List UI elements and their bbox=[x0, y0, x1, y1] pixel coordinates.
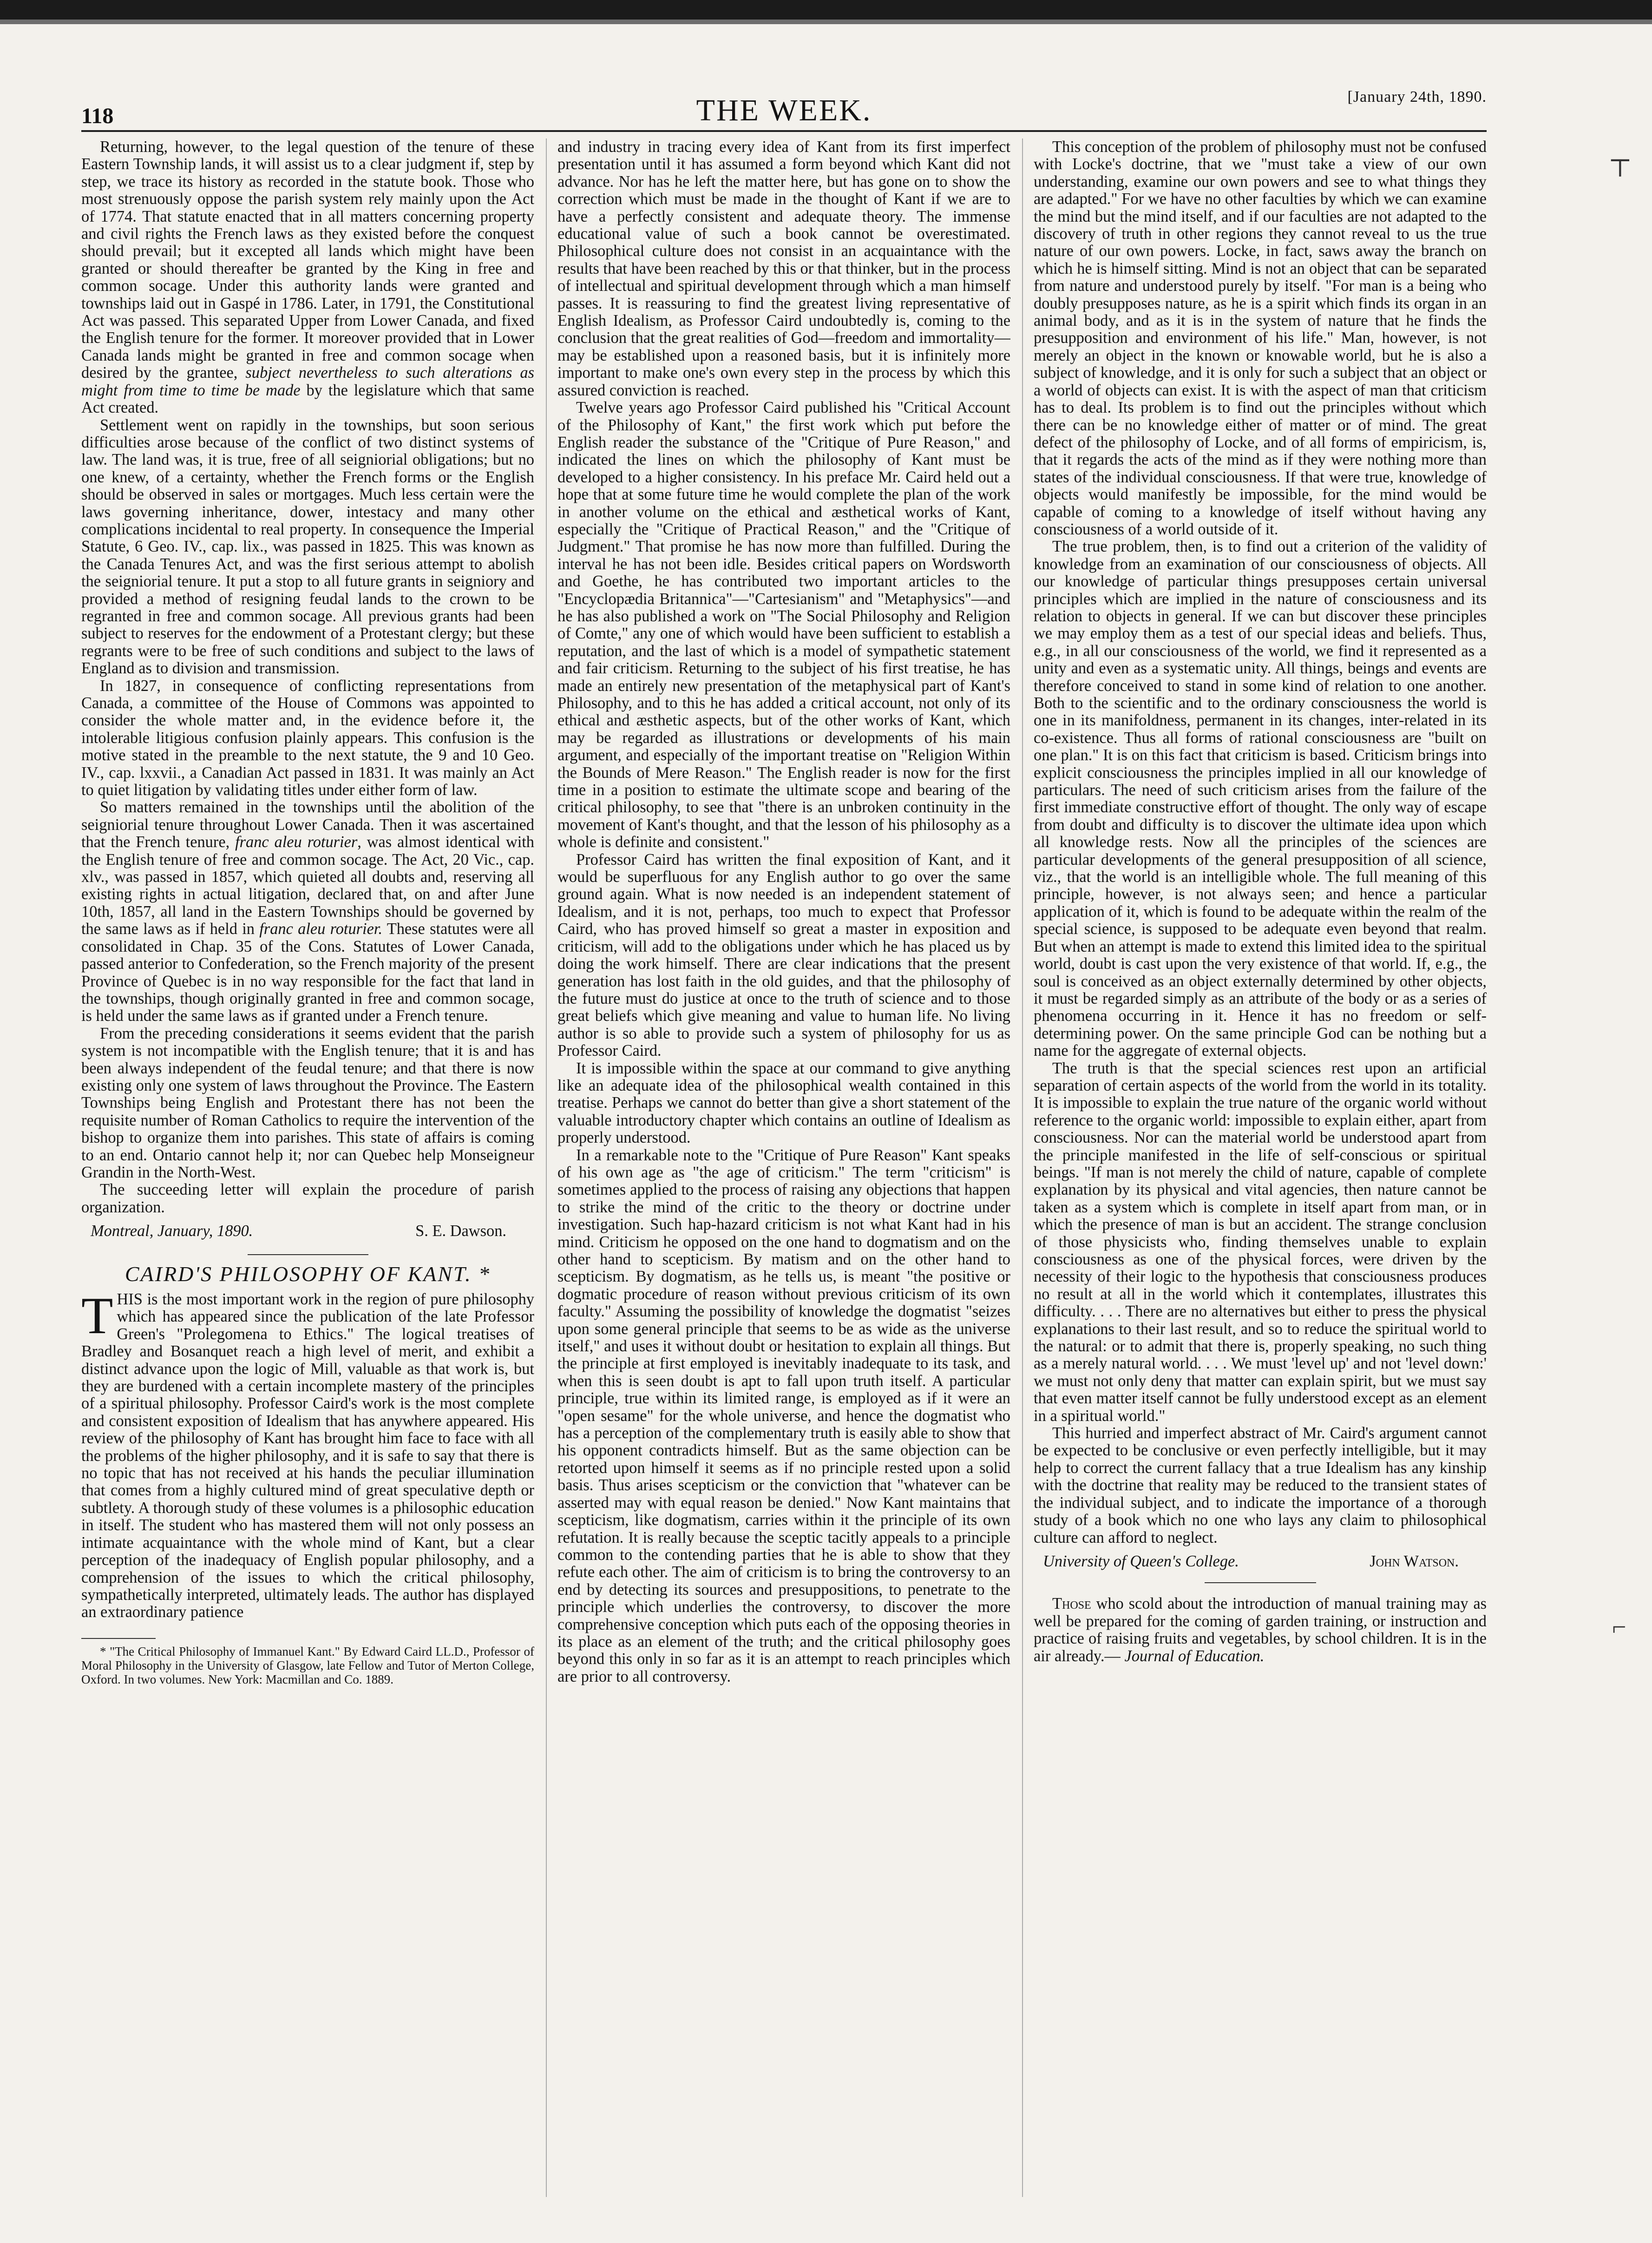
article-lead-paragraph: THIS is the most important work in the region of pure philosophy which has appeared since the publication of the late Professor Green's "Prolegomena to Ethics." The logical treatises of Bradley and Bosanquet reach a high level of merit, and exhibit a distinct advance upon the logic of Mill, valuable as that work is, but they are burdened with a certain incomplete mastery of the principles of a spiritual philosophy. Professor Caird's work is the most complete and consistent exposition of Idealism that has anywhere appeared. His review of the philosophy of Kant has brought him face to face with all the problems of the higher philosophy, and it is safe to say that there is no topic that has not received at his hands the peculiar illumination that comes from a highly cultured mind of great speculative depth or subtlety. A thorough study of these volumes is a philosophic education in itself. The student who has mastered them will not only possess an intimate acquaintance with the whole mind of Kant, but a clear perception of the inadequacy of English popular philosophy, and a comprehension of the issues to which the critical philosophy, sympathetically interpreted, ultimately leads. The author has displayed an extraordinary patience bbox=[81, 1287, 534, 1621]
scan-top-band bbox=[0, 0, 1652, 20]
paragraph: So matters remained in the townships until the abolition of the seigniorial tenure throughout Lower Canada. Then it was ascertained that the French tenure, franc aleu roturier, was almost identical with the English tenure of free and common socage. The Act, 20 Vic., cap. xlv., was passed in 1857, which quieted all doubts and, reserving all existing rights in actual litigation, declared that, on and after June 10th, 1857, all land in the Eastern Townships should be governed by the same laws as if held in franc aleu roturier. These statutes were all consolidated in Chap. 35 of the Cons. Statutes of Lower Canada, passed anterior to Confederation, so the French majority of the present Province of Quebec is in no way responsible for the fact that land in the townships, though originally granted in free and common socage, is held under the same laws as if granted under a French tenure. bbox=[81, 798, 534, 1025]
paragraph: Returning, however, to the legal question of the tenure of these Eastern Township lands, it will assist us to a clear judgment if, step by step, we trace its history as recorded in the statute book. Those who most strenuously oppose the parish system rely mainly upon the Act of 1774. That statute enacted that in all matters concerning property and civil rights the French laws as they existed before the conquest should prevail; but it excepted all lands which might have been granted or should thereafter be granted by the King in free and common socage. Under this authority lands were granted and townships laid out in Gaspé in 1786. Later, in 1791, the Constitutional Act was passed. This separated Upper from Lower Canada, and fixed the English tenure for the former. It moreover provided that in Lower Canada lands might be granted in free and common socage when desired by the grantee, subject nevertheless to such alterations as might from time to time be made by the legislature which that same Act created. bbox=[81, 138, 534, 417]
column-3 bbox=[1034, 138, 1487, 2197]
paragraph: This conception of the problem of philosophy must not be confused with Locke's doctrine, that we "must take a view of our own understanding, examine our own powers and see to what things they are adapted." For we have no other faculties by which we can examine the mind but the mind itself, and if our faculties are not adapted to the discovery of truth in other regions they cannot reveal to us the true nature of our own powers. Locke, in fact, saws away the branch on which he is himself sitting. Mind is not an object that can be separated from nature and understood purely by itself. "For man is a being who doubly presupposes nature, as he is a spirit which finds its organ in an animal body, and as it is in the system of nature that he finds the presupposition and environment of his life." Man, however, is not merely an object in the known or knowable world, but he is also a subject of knowledge, and it is only for such a subject that an object or a world of objects can exist. It is with the aspect of man that criticism has to deal. Its problem is to find out the principles without which there can be no knowledge either of matter or of mind. The great defect of the philosophy of Locke, and of all forms of empiricism, is, that it regards the acts of the mind as if they were nothing more than states of the individual consciousness. If that were true, knowledge of objects would manifestly be impossible, for the mind would be capable of coming to a knowledge of itself without having any consciousness of a world outside of it. bbox=[1034, 138, 1487, 538]
signature-place: Montreal, January, 1890. bbox=[91, 1222, 253, 1240]
page-number: 118 bbox=[81, 104, 114, 128]
columns bbox=[81, 138, 1487, 2197]
paragraph: The succeeding letter will explain the procedure of parish organization. bbox=[81, 1181, 534, 1216]
article-signature bbox=[1043, 1553, 1459, 1570]
newspaper-page bbox=[81, 84, 1487, 1686]
signature-name: John Watson. bbox=[1370, 1552, 1459, 1570]
paragraph: Settlement went on rapidly in the townships, but soon serious difficulties arose because of the conflict of two distinct systems of law. The land was, it is true, free of all seigniorial obligations; but no one knew, of a certainty, whether the French forms or the English should be observed in sales or mortgages. Much less certain were the laws governing inheritance, dower, intestacy and many other complications incidental to real property. In consequence the Imperial Statute, 6 Geo. IV., cap. lix., was passed in 1825. This was known as the Canada Tenures Act, and was the first serious attempt to abolish the seigniorial tenure. It put a stop to all future grants in seigniory and provided a method of resigning feudal lands to the crown to be regranted in free and common socage. All previous grants had been subject to reserves for the endowment of a Protestant clergy; but these regrants were to be free of such conditions and subject to the laws of England as to division and transmission. bbox=[81, 416, 534, 678]
column-separator bbox=[546, 138, 547, 2197]
paragraph: Twelve years ago Professor Caird published his "Critical Account of the Philosophy of Kant," the first work which put before the English reader the substance of the "Critique of Pure Reason," and indicated the lines on which the philosophy of Kant must be developed to a higher consistency. In his preface Mr. Caird held out a hope that at some future time he would complete the plan of the work in another volume on the ethical and æsthetical works of Kant, especially the "Critique of Practical Reason," and the "Critique of Judgment." That promise he has now more than fulfilled. During the interval he has not been idle. Besides critical papers on Wordsworth and Goethe, he has contributed two important articles to the "Encyclopædia Britannica"—"Cartesianism" and "Metaphysics"—and he has also published a work on "The Social Philosophy and Religion of Comte," any one of which would have been sufficient to establish a reputation, and the last of which is a model of sympathetic statement and fair criticism. Returning to the subject of his first treatise, he has made an entirely new presentation of the metaphysical part of Kant's Philosophy, and to this he has added a critical account, not only of its ethical and æsthetic aspects, but of the other works of Kant, which may be regarded as illustrations or developments of his main argument, and especially of the important treatise on "Religion Within the Bounds of Mere Reason." The English reader is now for the first time in a position to estimate the ultimate scope and bearing of the critical philosophy, to see that "there is an unbroken continuity in the movement of Kant's thought, and that the lesson of his philosophy as a whole is definite and consistent." bbox=[557, 399, 1010, 851]
paragraph: In a remarkable note to the "Critique of Pure Reason" Kant speaks of his own age as "the age of criticism." The term "criticism" is sometimes applied to the process of raising any objections that happen to strike the mind of the critic to the theory or doctrine under investigation. Such hap-hazard criticism is not what Kant had in his mind. Criticism he opposed on the one hand to dogmatism and on the other hand to scepticism. By matism and on the other hand to scepticism. By dogmatism, as he tells us, is meant "the positive or dogmatic procedure of reason without previous criticism of its own faculty." Assuming the possibility of knowledge the dogmatist "seizes upon some general principle that seems to be as wide as the universe itself," and uses it without doubt or hesitation to explain all things. But the principle at first employed is inevitably inadequate to its task, and when this is seen doubt is apt to fall upon truth itself. A particular principle, true within its limited range, is employed as if it were an "open sesame" for the whole universe, and hence the dogmatist who has a perception of the complementary truth is easily able to show that his opponent contradicts himself. But as the same objection can be retorted upon himself it seems as if no principle rested upon a solid basis. Thus arises scepticism or the conviction that "whatever can be asserted may with equal reason be denied." Now Kant maintains that scepticism, like dogmatism, carries within it the principle of its own refutation. It is really because the sceptic tacitly appeals to a principle common to the contending parties that he is able to show that they refute each other. The aim of criticism is to bring the controversy to an end by detecting its sources and presuppositions, to penetrate to the principle which underlies the controversy, to discover the more comprehensive conception which puts each of the opposing theories in its place as an element of the truth; and the critical philosophy goes beyond this only in so far as it is an attempt to reach principles which are prior to all controversy. bbox=[557, 1146, 1010, 1685]
paragraph: Those who scold about the introduction of manual training may as well be prepared for the coming of garden training, or instruction and practice of raising fruits and vegetables, by school children. It is in the air already.— Journal of Education. bbox=[1034, 1595, 1487, 1665]
paragraph: and industry in tracing every idea of Kant from its first imperfect presentation until it has assumed a form beyond which Kant did not advance. Nor has he left the matter here, but has gone on to show the correction which must be made in the thought of Kant if we are to have a perfectly consistent and adequate theory. The immense educational value of such a book cannot be overestimated. Philosophical culture does not consist in an acquaintance with the results that have been reached by this or that thinker, but in the process of intellectual and spiritual development through which a man himself passes. It is reassuring to find the greatest living representative of English Idealism, as Professor Caird undoubtedly is, coming to the conclusion that the great realities of God—freedom and immortality—may be established upon a reasoned basis, but it is infinitely more important to make one's own every step in the process by which this assured conviction is reached. bbox=[557, 138, 1010, 399]
margin-mark-icon: ⌐ bbox=[1612, 1613, 1626, 1641]
section-divider bbox=[1205, 1582, 1316, 1583]
column-1 bbox=[81, 138, 534, 2197]
paragraph: From the preceding considerations it seems evident that the parish system is not incompatible with the English tenure; that it is and has been always independent of the feudal tenure; and that there is now existing only one system of laws throughout the Province. The Eastern Townships being English and Protestant there has not been the requisite number of Roman Catholics to require the intervention of the bishop to organize them into parishes. This state of affairs is coming to an end. Ontario cannot help it; nor can Quebec help Monseigneur Grandin in the North-West. bbox=[81, 1024, 534, 1181]
paragraph: This hurried and imperfect abstract of Mr. Caird's argument cannot be expected to be conclusive or even perfectly intelligible, but it may help to correct the current fallacy that a true Idealism has any kinship with the doctrine that reality may be reduced to the transient states of the individual subject, and to indicate the importance of a thorough study of a book which no one who lays any claim to philosophical culture can afford to neglect. bbox=[1034, 1424, 1487, 1546]
drop-cap: T bbox=[81, 1287, 113, 1345]
footnote-rule bbox=[81, 1638, 156, 1639]
paragraph: The truth is that the special sciences rest upon an artificial separation of certain aspects of the world from the world in its totality. It is impossible to explain the true nature of the organic world without reference to the organic world: impossible to explain either, apart from consciousness. Nor can the material world be understood apart from the principle manifested in the life of self-conscious or spiritual beings. "If man is not merely the child of nature, capable of complete explanation by its physical and vital agencies, then nature cannot be taken as a system which is complete in itself apart from man, or in which the presence of man is but an accident. The strange conclusion of those physicists who, finding themselves unable to explain consciousness as one of the physical forces, were driven by the necessity of their logic to the hypothesis that consciousness produces no result at all in the world which it contemplates, illustrates this difficulty. . . . There are no alternatives but either to press the physical explanations to their last result, and so to reduce the spiritual world to the natural: or to admit that there is, properly speaking, no such thing as a merely natural world. . . . We must 'level up' and not 'level down:' we must not only deny that matter can explain spirit, but we must say that even matter itself cannot be fully understood except as an element in a spiritual world." bbox=[1034, 1059, 1487, 1425]
masthead: THE WEEK. bbox=[696, 93, 872, 127]
paragraph: Professor Caird has written the final exposition of Kant, and it would be superfluous for any English author to go over the same ground again. What is now needed is an independent statement of Idealism, and it is not, perhaps, too much to expect that Professor Caird, who has proved himself so great a master in exposition and criticism, will add to the obligations under which he has placed us by doing the work himself. There are clear indications that the present generation has lost faith in the old guides, and that the philosophy of the future must do justice at once to the truth of science and to those great beliefs which give meaning and value to human life. No living author is so able to provide such a system of philosophy for us as Professor Caird. bbox=[557, 850, 1010, 1060]
scan-top-edge bbox=[0, 20, 1652, 24]
paragraph: The true problem, then, is to find out a criterion of the validity of knowledge from an examination of our consciousness of objects. All our knowledge of particular things presupposes certain universal principles which are implied in the nature of consciousness and its relation to objects in general. If we can but discover these principles we may employ them as a test of our special ideas and beliefs. Thus, e.g., in all our consciousness of the world, we find it represented as a unity and even as a systematic unity. All things, beings and events are therefore conceived to stand in some kind of relation to one another. Both to the scientific and to the ordinary consciousness the world is one in its manifoldness, permanent in its changes, inter-related in its co-existence. Thus all forms of rational consciousness are "built on one plan." It is on this fact that criticism is based. Criticism brings into explicit consciousness the principles implied in all our knowledge of particulars. The need of such criticism arises from the failure of the first immediate constructive effort of thought. The only way of escape from doubt and difficulty is to discover the ultimate idea upon which all knowledge rests. Now all the principles of the sciences are particular developments of the general presupposition of all science, viz., that the world is an intelligible whole. The full meaning of this principle, however, is not always seen; and hence a particular application of it, which is found to be adequate within the realm of the special science, is supposed to be adequate even beyond that realm. But when an attempt is made to extend this limited idea to the spiritual world, doubt is cast upon the very existence of that world. If, e.g., the soul is conceived as an object externally determined by other objects, it must be regarded simply as an attribute of the body or as a series of phenomena occurring in it. Hence it has no freedom or self-determining power. On the same principle God can be nothing but a name for the aggregate of external objects. bbox=[1034, 538, 1487, 1060]
header-rule bbox=[81, 130, 1487, 132]
letter-signature bbox=[91, 1223, 506, 1240]
issue-date: [January 24th, 1890. bbox=[1347, 88, 1487, 105]
footnote: * "The Critical Philosophy of Immanuel Kant." By Edward Caird LL.D., Professor of Moral Philosophy in the University of Glasgow, late Fellow and Tutor of Merton College, Oxford. In two volumes. New York: Macmillan and Co. 1889. bbox=[81, 1644, 534, 1686]
column-2 bbox=[557, 138, 1010, 2197]
margin-mark-icon: ⊤ bbox=[1608, 154, 1632, 182]
section-divider bbox=[248, 1254, 368, 1255]
page-header bbox=[81, 84, 1487, 135]
paragraph: It is impossible within the space at our command to give anything like an adequate idea of the philosophical wealth contained in this treatise. Perhaps we cannot do better than give a short statement of the valuable introductory chapter which contains an outline of Idealism as properly understood. bbox=[557, 1059, 1010, 1147]
column-separator bbox=[1022, 138, 1023, 2197]
paragraph: In 1827, in consequence of conflicting representations from Canada, a committee of the House of Commons was appointed to consider the whole matter and, in the evidence before it, the intolerable litigious confusion plainly appears. This confusion is the motive stated in the preamble to the next statute, the 9 and 10 Geo. IV., cap. lxxvii., a Canadian Act passed in 1831. It was mainly an Act to quiet litigation by validating titles under either form of law. bbox=[81, 677, 534, 799]
signature-place: University of Queen's College. bbox=[1043, 1552, 1239, 1570]
signature-name: S. E. Dawson. bbox=[415, 1222, 506, 1240]
article-title: CAIRD'S PHILOSOPHY OF KANT. * bbox=[125, 1262, 491, 1286]
